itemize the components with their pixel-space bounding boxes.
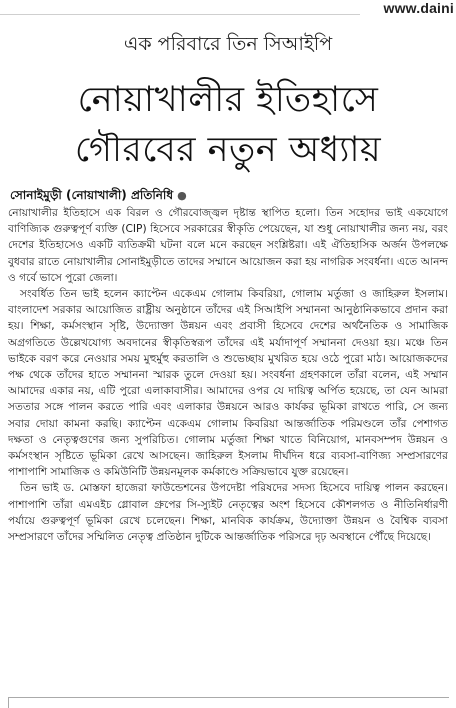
headline-line-2: গৌরবের নতুন অধ্যায় <box>74 130 382 170</box>
byline <box>10 187 187 207</box>
byline-text: সোনাইমুড়ী (নোয়াখালী) প্রতিনিধি <box>10 188 174 202</box>
top-rule <box>0 14 360 15</box>
bottom-frame-line <box>8 697 449 708</box>
article-paragraph-3: তিন ভাই ড. মোস্তফা হাজেরা ফাউন্ডেশনের উপদেষ্টা পরিষদের সদস্য হিসেবে দায়িত্ব পালন করছেন। পাশাপাশি তাঁরা এমএইচ গ্লোবাল গ্রুপের সি-স্যুইট নেতৃত্বের অংশ হিসেবে কৌশলগত ও নীতিনির্ধারণী পর্যায়ে গুরুত্বপূর্ণ ভূমিকা রেখে চলেছেন। শিক্ষা, মানবিক কার্যক্রম, উদ্যোক্তা উন্নয়ন ও বৈশ্বিক ব্যবসা সম্প্রসারণে তাঁদের সম্মিলিত নেতৃত্ব প্রতিষ্ঠান দুটিকে আন্তর্জাতিক পরিসরে দৃঢ় অবস্থানে পৌঁছে দিয়েছে। <box>8 482 448 544</box>
article-body <box>8 205 448 695</box>
headline-line-1: নোয়াখালীর ইতিহাসে <box>77 80 379 120</box>
site-url: www.daini <box>383 0 454 16</box>
article-paragraph-2: সংবর্ধিত তিন ভাই হলেন ক্যাপ্টেন একেএম গোলাম কিবরিয়া, গোলাম মর্তুজা ও জাহিরুল ইসলাম। বাংলাদেশ সরকার আয়োজিত রাষ্ট্রীয় অনুষ্ঠানে তাঁদের এই সিআইপি সম্মাননা আনুষ্ঠানিকভাবে প্রদান করা হয়। শিক্ষা, কর্মসংস্থান সৃষ্টি, উদ্যোক্তা উন্নয়ন এবং প্রবাসী হিসেবে দেশের অর্থনৈতিক ও সামাজিক অগ্রগতিতে উল্লেখযোগ্য অবদানের স্বীকৃতিস্বরূপ তাঁদের এই মর্যাদাপূর্ণ সম্মাননা দেওয়া হয়। মঞ্চে তিন ভাইকে বরণ করে নেওয়ার সময় মুহুর্মুহু করতালি ও শুভেচ্ছায় মুখরিত হয়ে ওঠে পুরো মাঠ। আয়োজকদের পক্ষ থেকে তাঁদের হাতে সম্মাননা স্মারক তুলে দেওয়া হয়। সংবর্ধনা গ্রহণকালে তাঁরা বলেন, এই সম্মান আমাদের একার নয়, এটি পুরো এলাকাবাসীর। আমাদের ওপর যে দায়িত্ব অর্পিত হয়েছে, তা যেন আমরা সততার সঙ্গে পালন করতে পারি এবং এলাকার উন্নয়নে আরও কার্যকর ভূমিকা রাখতে পারি, সে জন্য সবার দোয়া কামনা করছি। ক্যাপ্টেন একেএম গোলাম কিবরিয়া আন্তর্জাতিক পরিমণ্ডলে তাঁর পেশাগত দক্ষতা ও নেতৃত্বগুণের জন্য সুপরিচিত। গোলাম মর্তুজা শিক্ষা খাতে বিনিয়োগ, মানবসম্পদ উন্নয়ন ও কর্মসংস্থান সৃষ্টিতে ভূমিকা রেখে আসছেন। জাহিরুল ইসলাম দীর্ঘদিন ধরে ব্যবসা-বাণিজ্য সম্প্রসারণের পাশাপাশি সামাজিক ও কমিউনিটি উন্নয়নমূলক কর্মকাণ্ডে সক্রিয়ভাবে যুক্ত রয়েছেন। <box>8 288 448 479</box>
top-bar <box>0 0 456 20</box>
article-kicker: এক পরিবারে তিন সিআইপি <box>123 33 333 55</box>
article-paragraph-1: নোয়াখালীর ইতিহাসে এক বিরল ও গৌরবোজ্জ্বল দৃষ্টান্ত স্থাপিত হলো। তিন সহোদর ভাই একযোগে বাণিজ্যিক গুরুত্বপূর্ণ ব্যক্তি (CIP) হিসেবে সরকারের স্বীকৃতি পেয়েছেন, যা শুধু নোয়াখালীর জন্য নয়, বরং দেশের ইতিহাসেও একটি ব্যতিক্রমী ঘটনা বলে মনে করছেন সংশ্লিষ্টরা। এই ঐতিহাসিক অর্জন উপলক্ষে বুধবার রাতে নোয়াখালীর সোনাইমুড়ীতে তাদের সম্মানে আয়োজন করা হয় নাগরিক সংবর্ধনা। এতে আনন্দ ও গর্বে ভাসে পুরো জেলা। <box>8 207 448 284</box>
byline-marker: ● <box>177 189 187 202</box>
